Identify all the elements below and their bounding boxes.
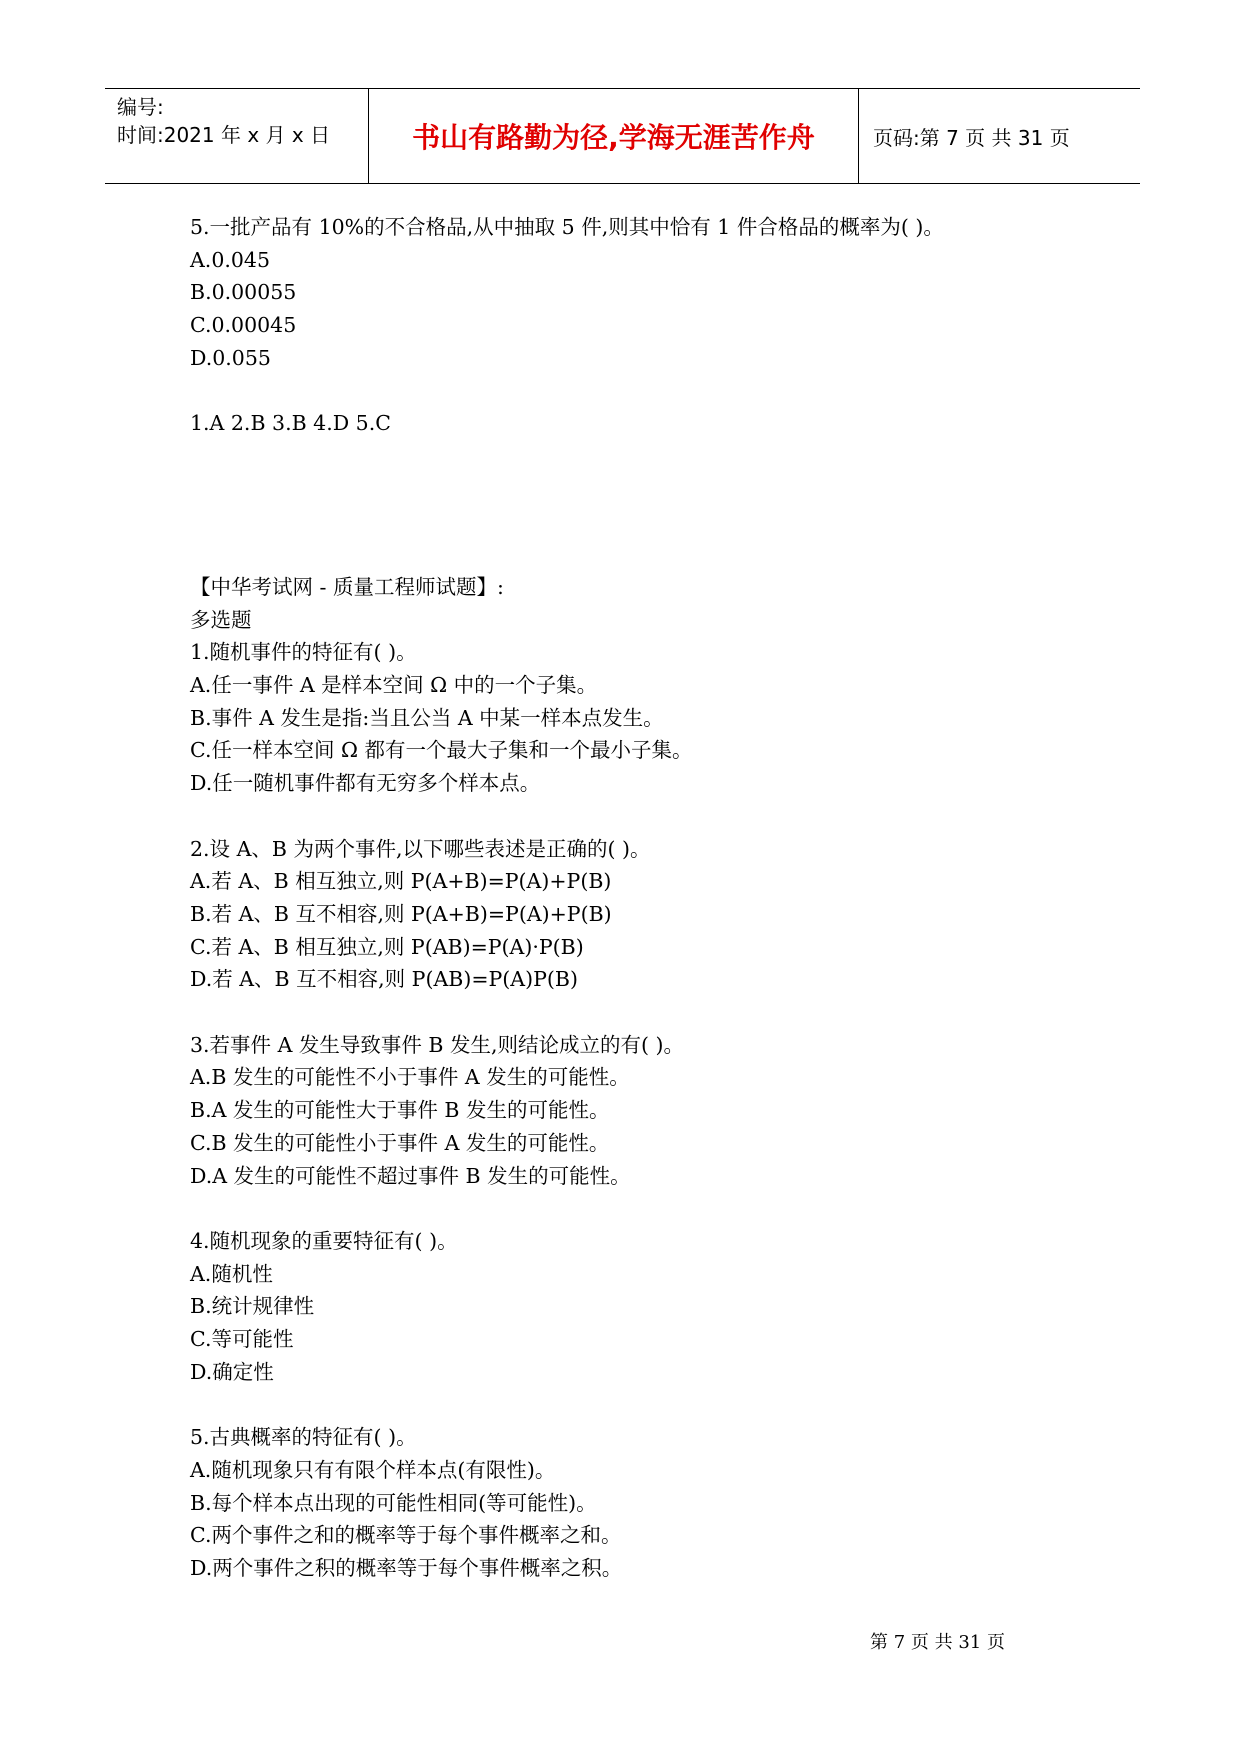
option-a: A.0.045 xyxy=(190,247,271,272)
option-d: D.确定性 xyxy=(190,1359,274,1384)
option-b: B.统计规律性 xyxy=(190,1294,315,1319)
option-a: A.随机性 xyxy=(190,1261,273,1286)
header-meta xyxy=(105,89,369,183)
option-c: C.两个事件之和的概率等于每个事件概率之和。 xyxy=(190,1523,622,1548)
section-source: 【中华考试网 - 质量工程师试题】: xyxy=(190,574,504,599)
question-block xyxy=(190,636,1090,800)
option-b: B.每个样本点出现的可能性相同(等可能性)。 xyxy=(190,1490,597,1515)
option-d: D.任一随机事件都有无穷多个样本点。 xyxy=(190,771,541,796)
option-c: C.B 发生的可能性小于事件 A 发生的可能性。 xyxy=(190,1130,610,1155)
question-stem: 4.随机现象的重要特征有( )。 xyxy=(190,1228,458,1253)
question-stem: 1.随机事件的特征有( )。 xyxy=(190,640,417,665)
answer-key: 1.A 2.B 3.B 4.D 5.C xyxy=(190,411,391,436)
header-page-info: 页码:第 7 页 共 31 页 xyxy=(873,125,1070,150)
option-a: A.若 A、B 相互独立,则 P(A+B)=P(A)+P(B) xyxy=(190,869,612,894)
option-c: C.0.00045 xyxy=(190,313,297,338)
question-stem: 5.一批产品有 10%的不合格品,从中抽取 5 件,则其中恰有 1 件合格品的概率为( )。 xyxy=(190,215,944,239)
option-d: D.A 发生的可能性不超过事件 B 发生的可能性。 xyxy=(190,1163,631,1188)
document-body xyxy=(190,211,1090,1585)
option-b: B.若 A、B 互不相容,则 P(A+B)=P(A)+P(B) xyxy=(190,901,612,926)
question-block xyxy=(190,1029,1090,1193)
header-motto: 书山有路勤为径,学海无涯苦作舟 xyxy=(369,89,859,183)
option-b: B.A 发生的可能性大于事件 B 发生的可能性。 xyxy=(190,1098,610,1123)
document-time: 时间:2021 年 x 月 x 日 xyxy=(117,123,331,147)
section-type: 多选题 xyxy=(190,607,252,632)
document-number-label: 编号: xyxy=(117,95,164,119)
option-a: A.任一事件 A 是样本空间 Ω 中的一个子集。 xyxy=(190,673,598,698)
option-c: C.若 A、B 相互独立,则 P(AB)=P(A)·P(B) xyxy=(190,934,584,959)
question-stem: 5.古典概率的特征有( )。 xyxy=(190,1425,417,1450)
question-stem: 2.设 A、B 为两个事件,以下哪些表述是正确的( )。 xyxy=(190,836,651,861)
question-block xyxy=(190,1421,1090,1585)
option-a: A.随机现象只有有限个样本点(有限性)。 xyxy=(190,1457,556,1482)
option-c: C.任一样本空间 Ω 都有一个最大子集和一个最小子集。 xyxy=(190,738,693,763)
option-d: D.两个事件之积的概率等于每个事件概率之积。 xyxy=(190,1555,623,1580)
option-d: D.若 A、B 互不相容,则 P(AB)=P(A)P(B) xyxy=(190,967,578,992)
page-footer: 第 7 页 共 31 页 xyxy=(870,1632,1005,1653)
question-block xyxy=(190,211,1090,375)
question-stem: 3.若事件 A 发生导致事件 B 发生,则结论成立的有( )。 xyxy=(190,1032,685,1057)
question-block xyxy=(190,1225,1090,1389)
option-a: A.B 发生的可能性不小于事件 A 发生的可能性。 xyxy=(190,1065,630,1090)
option-b: B.0.00055 xyxy=(190,280,297,305)
option-c: C.等可能性 xyxy=(190,1327,294,1352)
option-d: D.0.055 xyxy=(190,345,271,370)
option-b: B.事件 A 发生是指:当且公当 A 中某一样本点发生。 xyxy=(190,705,664,730)
question-block xyxy=(190,833,1090,997)
page-header xyxy=(105,88,1140,184)
